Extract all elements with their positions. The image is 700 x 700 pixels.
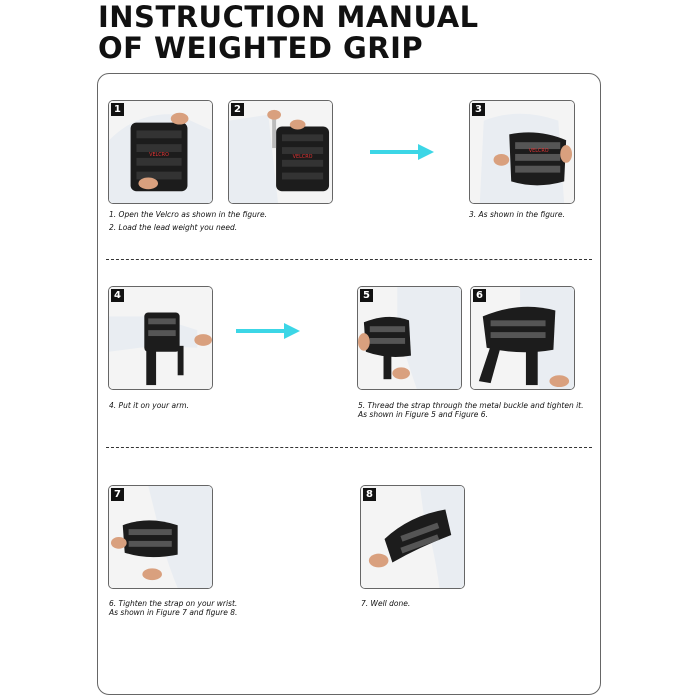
step-5-illustration <box>358 287 461 389</box>
step-number-1: 1 <box>111 103 124 116</box>
caption-step-3: 3. As shown in the figure. <box>469 210 565 219</box>
step-number-7: 7 <box>111 488 124 501</box>
caption-load-weight: 2. Load the lead weight you need. <box>109 223 238 232</box>
step-1-brand-label: VELCRO <box>149 151 169 158</box>
step-5-photo <box>357 286 462 390</box>
page-title <box>98 2 479 64</box>
caption-open-velcro: 1. Open the Velcro as shown in the figure. <box>109 210 267 219</box>
step-2-photo <box>228 100 333 204</box>
step-7-illustration <box>109 486 212 588</box>
step-number-3: 3 <box>472 103 485 116</box>
arrow-right-icon <box>370 143 434 161</box>
step-number-2: 2 <box>231 103 244 116</box>
title-line-1: INSTRUCTION MANUAL <box>98 0 479 34</box>
step-3-photo <box>469 100 575 204</box>
step-number-6: 6 <box>473 289 486 302</box>
caption-step-6 <box>109 599 237 617</box>
caption-figure-7-8: As shown in Figure 7 and figure 8. <box>109 608 238 617</box>
step-7-photo <box>108 485 213 589</box>
step-4-illustration <box>109 287 212 389</box>
step-6-illustration <box>471 287 574 389</box>
step-4-photo <box>108 286 213 390</box>
step-1-photo <box>108 100 213 204</box>
caption-step-5 <box>358 401 584 419</box>
arrow-right-icon <box>236 322 300 340</box>
step-2-brand-label: VELCRO <box>292 153 313 160</box>
step-8-illustration <box>361 486 464 588</box>
step-6-photo <box>470 286 575 390</box>
section-divider-2 <box>106 447 592 448</box>
title-line-2: OF WEIGHTED GRIP <box>98 31 424 65</box>
caption-step-7: 7. Well done. <box>361 599 411 608</box>
caption-tighten-wrist: 6. Tighten the strap on your wrist. <box>109 599 238 608</box>
step-number-8: 8 <box>363 488 376 501</box>
step-3-brand-label: VELCRO <box>528 148 549 154</box>
step-number-4: 4 <box>111 289 124 302</box>
step-8-photo <box>360 485 465 589</box>
caption-figure-5-6: As shown in Figure 5 and Figure 6. <box>358 410 488 419</box>
step-3-illustration <box>470 101 574 203</box>
caption-step-4: 4. Put it on your arm. <box>109 401 189 410</box>
step-2-illustration <box>229 101 332 203</box>
caption-thread-strap: 5. Thread the strap through the metal buckle and tighten it. <box>358 401 584 410</box>
section-divider-1 <box>106 259 592 260</box>
step-number-5: 5 <box>360 289 373 302</box>
caption-step-1 <box>109 210 267 232</box>
step-1-illustration <box>109 101 212 203</box>
